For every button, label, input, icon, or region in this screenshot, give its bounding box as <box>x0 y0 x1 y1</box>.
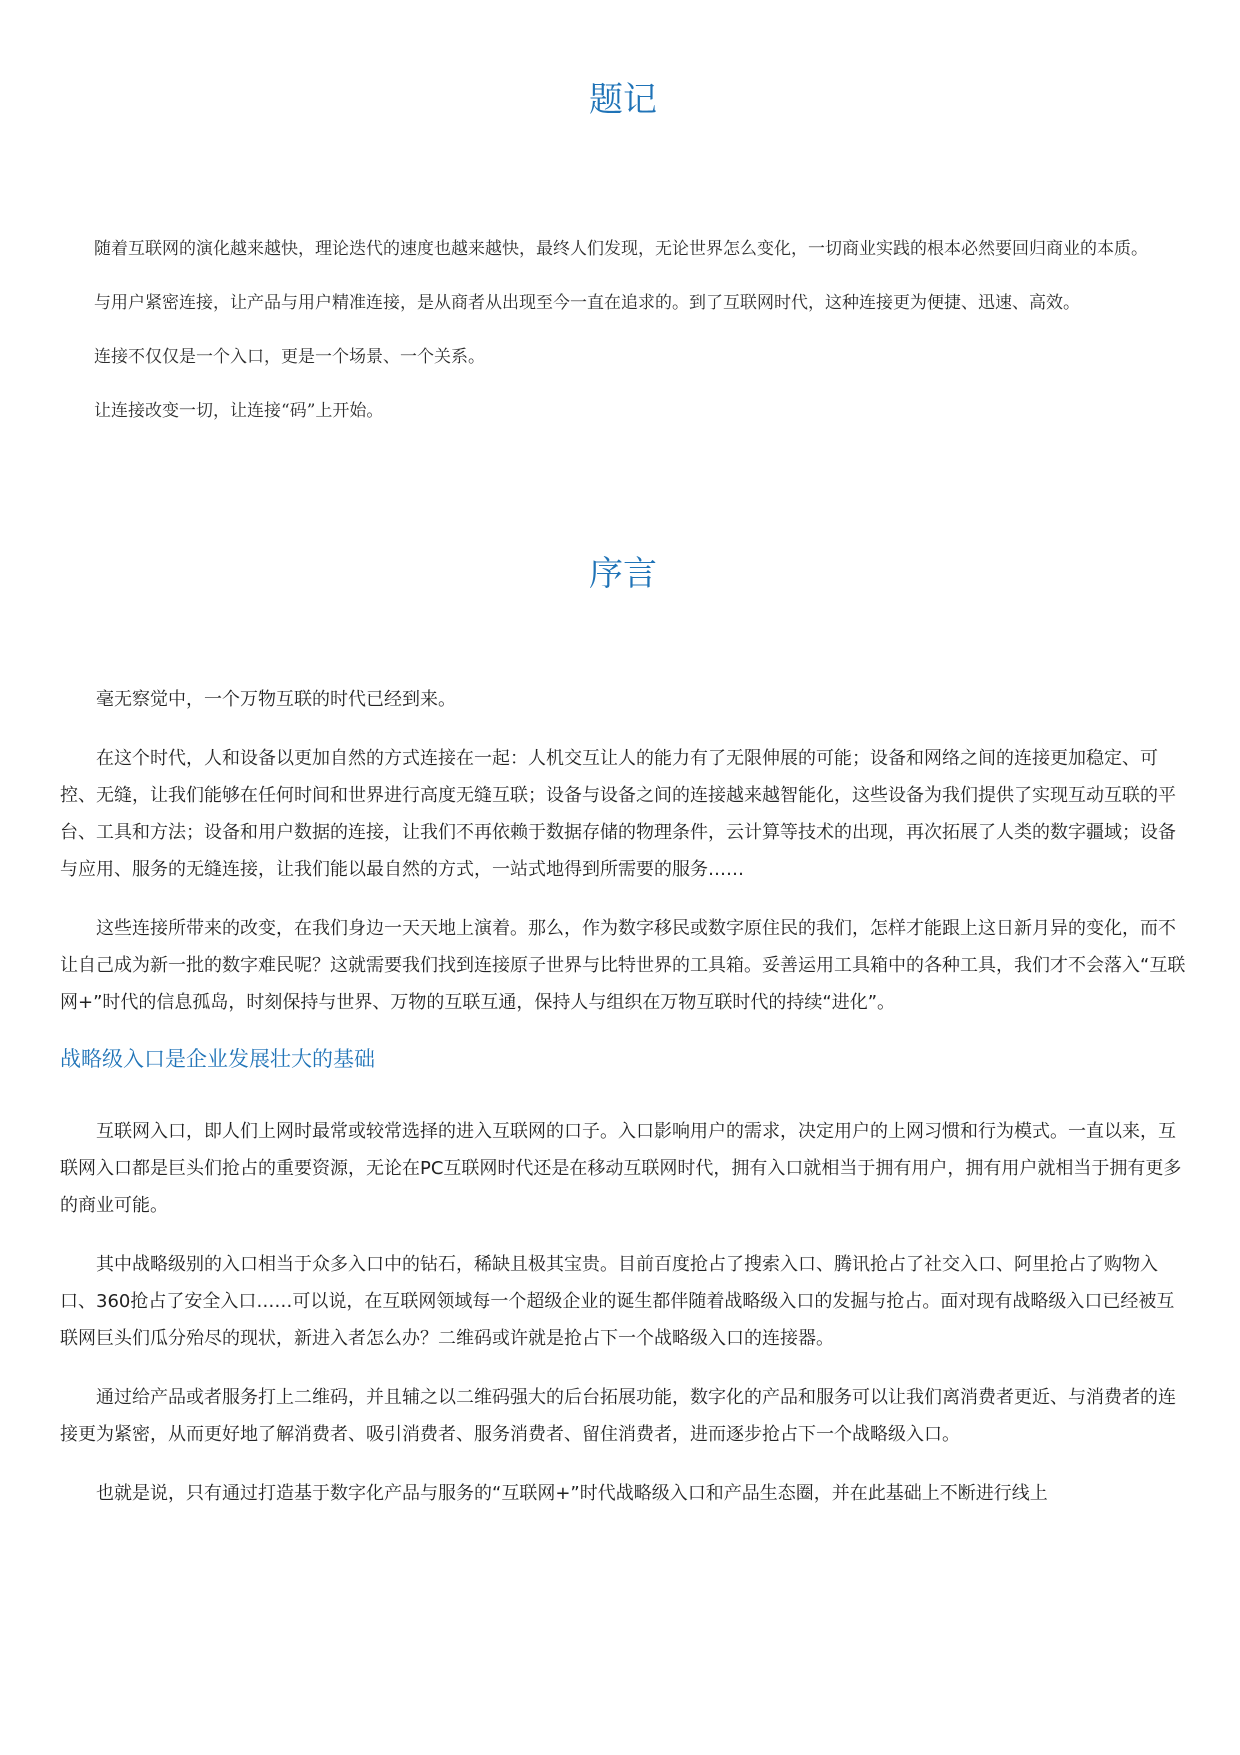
preface-body <box>60 681 1186 1021</box>
section-paragraph: 通过给产品或者服务打上二维码，并且辅之以二维码强大的后台拓展功能，数字化的产品和服务可以让我们离消费者更近、与消费者的连接更为紧密，从而更好地了解消费者、吸引消费者、服务消费者、留住消费者，进而逐步抢占下一个战略级入口。 <box>60 1387 1176 1445</box>
epigraph-paragraph: 让连接改变一切，让连接“码”上开始。 <box>94 401 384 421</box>
epigraph-paragraph: 与用户紧密连接，让产品与用户精准连接，是从商者从出现至今一直在追求的。到了互联网时代，这种连接更为便捷、迅速、高效。 <box>94 293 1080 313</box>
epigraph-title: 题记 <box>589 80 657 120</box>
preface-paragraph: 毫无察觉中，一个万物互联的时代已经到来。 <box>96 689 456 710</box>
section-paragraph: 互联网入口，即人们上网时最常或较常选择的进入互联网的口子。入口影响用户的需求，决定用户的上网习惯和行为模式。一直以来，互联网入口都是巨头们抢占的重要资源，无论在PC互联网时代还是在移动互联网时代，拥有入口就相当于拥有用户，拥有用户就相当于拥有更多的商业可能。 <box>60 1121 1182 1216</box>
preface-title: 序言 <box>589 554 657 594</box>
epigraph-paragraph: 连接不仅仅是一个入口，更是一个场景、一个关系。 <box>94 347 485 367</box>
preface-paragraph: 在这个时代，人和设备以更加自然的方式连接在一起：人机交互让人的能力有了无限伸展的可能；设备和网络之间的连接更加稳定、可控、无缝，让我们能够在任何时间和世界进行高度无缝互联；设备与设备之间的连接越来越智能化，这些设备为我们提供了实现互动互联的平台、工具和方法；设备和用户数据的连接，让我们不再依赖于数据存储的物理条件，云计算等技术的出现，再次拓展了人类的数字疆域；设备与应用、服务的无缝连接，让我们能以最自然的方式，一站式地得到所需要的服务…… <box>60 748 1176 880</box>
section-heading: 战略级入口是企业发展壮大的基础 <box>60 1047 375 1071</box>
section-paragraph: 其中战略级别的入口相当于众多入口中的钻石，稀缺且极其宝贵。目前百度抢占了搜索入口、腾讯抢占了社交入口、阿里抢占了购物入口、360抢占了安全入口……可以说，在互联网领域每一个超级企业的诞生都伴随着战略级入口的发掘与抢占。面对现有战略级入口已经被互联网巨头们瓜分殆尽的现状，新进入者怎么办？二维码或许就是抢占下一个战略级入口的连接器。 <box>60 1254 1175 1349</box>
epigraph-body <box>60 230 1186 431</box>
epigraph-paragraph: 随着互联网的演化越来越快，理论迭代的速度也越来越快，最终人们发现，无论世界怎么变化，一切商业实践的根本必然要回归商业的本质。 <box>94 239 1148 259</box>
document-page <box>60 0 1186 1534</box>
section-paragraph: 也就是说，只有通过打造基于数字化产品与服务的“互联网+”时代战略级入口和产品生态圈，并在此基础上不断进行线上 <box>96 1483 1048 1504</box>
section-body <box>60 1113 1186 1512</box>
preface-paragraph: 这些连接所带来的改变，在我们身边一天天地上演着。那么，作为数字移民或数字原住民的我们，怎样才能跟上这日新月异的变化，而不让自己成为新一批的数字难民呢？这就需要我们找到连接原子世界与比特世界的工具箱。妥善运用工具箱中的各种工具，我们才不会落入“互联网+”时代的信息孤岛，时刻保持与世界、万物的互联互通，保持人与组织在万物互联时代的持续“进化”。 <box>60 918 1186 1013</box>
